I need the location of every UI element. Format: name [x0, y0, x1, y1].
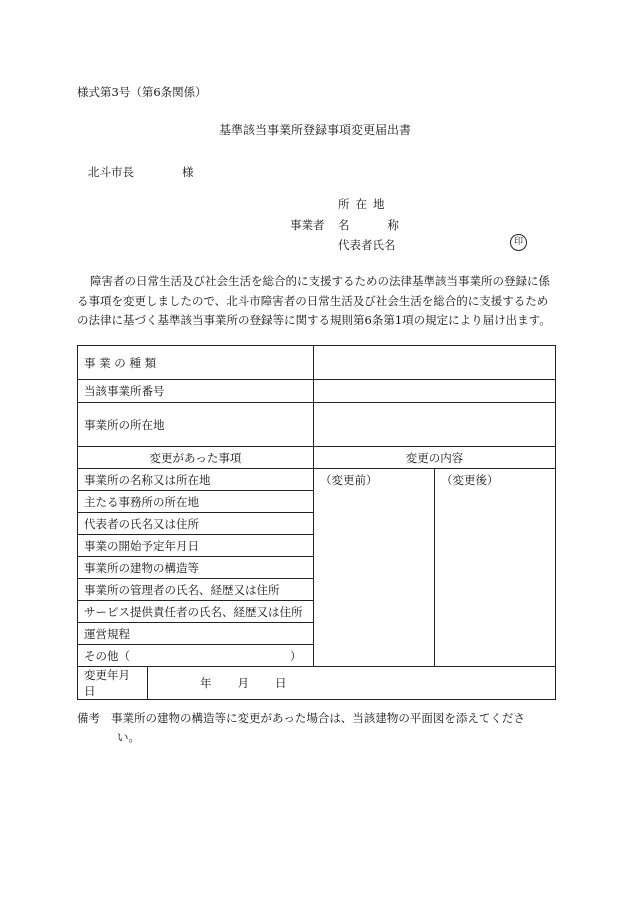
business-location-row	[78, 403, 556, 447]
change-item-label: 運営規程	[78, 623, 314, 645]
change-header-row	[78, 447, 556, 469]
date-year-label: 年	[200, 676, 212, 690]
applicant-name-label	[338, 217, 399, 233]
representative-name-label: 代表者氏名	[338, 238, 396, 252]
body-text: 障害者の日常生活及び社会生活を総合的に支援するための法律基準該当事業所の登録に係る事項を変更しましたので、北斗市障害者の日常生活及び社会生活を総合的に支援するための法律に基づく基準該当事業所の登録等に関する規則第6条第1項の規定により届け出ます。	[77, 274, 551, 327]
change-item-label: 事業の開始予定年月日	[78, 535, 314, 557]
before-change-cell[interactable]	[314, 469, 435, 667]
note	[77, 709, 555, 747]
after-change-label: （変更後）	[441, 473, 499, 487]
other-open: その他（	[84, 648, 130, 663]
before-change-label: （変更前）	[320, 473, 378, 487]
document-title: 基準該当事業所登録事項変更届出書	[218, 123, 411, 137]
registration-change-table	[77, 345, 556, 700]
change-date-value[interactable]	[148, 667, 556, 700]
after-change-cell[interactable]	[435, 469, 556, 667]
change-item-label: サービス提供責任者の氏名、経歴又は住所	[78, 601, 314, 623]
date-month-label: 月	[237, 676, 249, 690]
seal-mark: 印	[510, 234, 527, 251]
business-number-label: 当該事業所番号	[78, 380, 314, 403]
changed-items-header: 変更があった事項	[78, 447, 314, 469]
applicant-role-label: 事業者	[290, 218, 325, 232]
addressee	[88, 164, 194, 180]
other-item-label	[78, 645, 314, 667]
change-item-label: 事業所の管理者の氏名、経歴又は住所	[78, 579, 314, 601]
change-date-row	[78, 667, 556, 700]
business-location-value[interactable]	[314, 403, 556, 447]
other-close: ）	[290, 648, 302, 663]
note-label: 備考	[77, 711, 100, 725]
business-number-value[interactable]	[314, 380, 556, 403]
addressee-honorific: 様	[182, 165, 194, 179]
form-number: 様式第3号（第6条関係）	[77, 85, 207, 99]
applicant-name-label-a: 名	[338, 218, 350, 232]
applicant-address-label: 所在地	[338, 197, 391, 211]
change-item-label: 事業所の名称又は所在地	[78, 469, 314, 491]
change-date-label: 変更年月日	[78, 667, 148, 700]
change-item-label: 事業所の建物の構造等	[78, 557, 314, 579]
change-content-header: 変更の内容	[314, 447, 556, 469]
business-location-label: 事業所の所在地	[78, 403, 314, 447]
business-number-row	[78, 380, 556, 403]
change-item-label: 代表者の氏名又は住所	[78, 513, 314, 535]
business-type-value[interactable]	[314, 346, 556, 380]
business-type-label: 事 業 の 種 類	[78, 346, 314, 380]
change-item-row	[78, 469, 556, 491]
addressee-name: 北斗市長	[88, 165, 134, 179]
note-text: 事業所の建物の構造等に変更があった場合は、当該建物の平面図を添えてくださ	[110, 711, 525, 725]
note-text-continued: い。	[117, 730, 140, 744]
applicant-name-label-b: 称	[387, 218, 399, 232]
change-item-label: 主たる事務所の所在地	[78, 491, 314, 513]
date-day-label: 日	[275, 676, 287, 690]
business-type-row	[78, 346, 556, 380]
